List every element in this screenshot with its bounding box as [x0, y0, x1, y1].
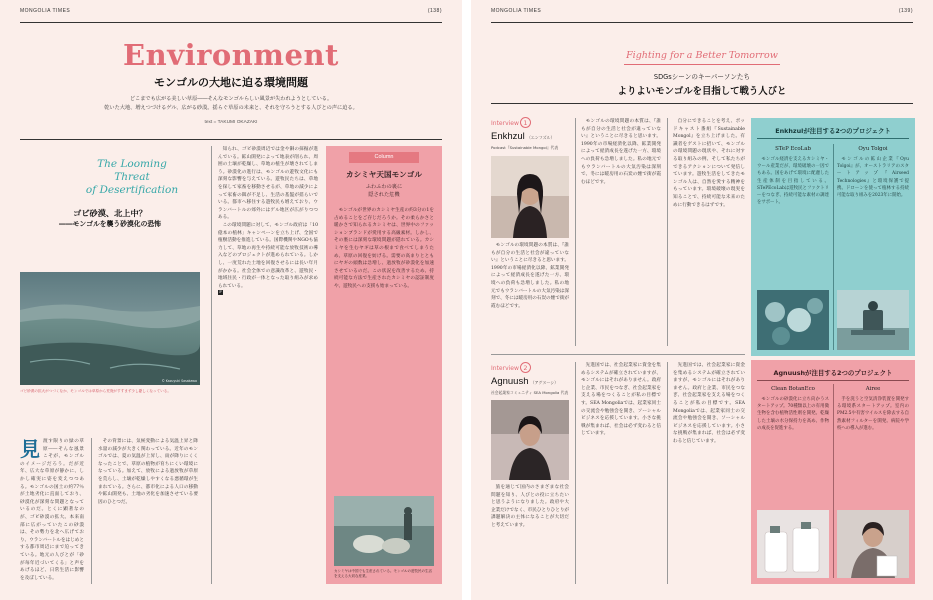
- section-rule: [491, 103, 913, 104]
- photo-caption: ゴビ砂漠の拡大がつづくなか、モンゴルでは草原から荒廃がすすまず少し憂しくなっている。: [20, 389, 171, 393]
- body-text: この環境問題に対して、モンゴル政府は「10億本の植林」キャンペーンを立ち上げ、全国で植樹活動を推進している。国際機関やNGOも協力して、草地の再生や持続可能な放牧技術の導入などのプロジェクトが進められている。しかし、一度荒れた土地を回復させるには長い年月がかかる。社会全体での意識改革と、遊牧民・地域住民・行政が一体となった取り組みが求められている。: [218, 222, 318, 289]
- article-lead: [40, 95, 422, 112]
- dropcap: 見: [20, 438, 40, 461]
- box-title-rule: [757, 138, 909, 139]
- founder-photo: [837, 510, 909, 578]
- running-head-title: MONGOLIA TIMES: [491, 8, 542, 14]
- project-description: [837, 396, 909, 500]
- projects-box-title: Enkhzulが注目する2つのプロジェクト: [775, 127, 891, 135]
- body-text: 先進国では、社会起業家に資金を集めるシステムが確立されていますが、モンゴルにはそれがありません。政府と企業、市民をつなぎ、社会起業家を支える場をつくることが私の目標です。SEA Mongoliaでは、起業家同士の交流会や勉強会を開き、ソーシャルビジネスを応援しています。小さな挑戦が集まれば、社会は必ず変わると信じています。: [673, 363, 745, 444]
- photo-credit: © Kazuyuki Sasakawa: [161, 379, 197, 383]
- name-kana: （アグヌーシ）: [530, 380, 559, 385]
- left-page: [0, 0, 462, 600]
- project-name: Clean BotanEco: [771, 386, 815, 392]
- body-column-2: [98, 438, 198, 584]
- interviewee-role: 社会起業家コミュニティ SEA Mongolia 代表: [491, 390, 569, 395]
- body-text: 旅を通じて国内のさまざまな社会問題を知り、人びとの役に立ちたいと思うようになりました。政府や大企業だけでなく、市民ひとりひとりが課題解決の主体になることが大切だと考えています。: [491, 485, 569, 528]
- column-sidebar: [326, 146, 442, 584]
- interview-2-body-2: [581, 362, 661, 584]
- interview-number: 1: [520, 117, 531, 128]
- name-text: Agnuush: [491, 376, 529, 387]
- interview-label-text: Interview: [491, 365, 519, 372]
- project-oyu-tolgoi: [837, 146, 909, 254]
- body-text: モンゴル経済を支えるカシミヤ・ウール産業だが、環境破壊の一因でもある。国をあげて環境に配慮した生産体制を目指している。STePEcoLabは遊牧民とファクトリーをつなぎ、持続可能な素材の調達をサポート。: [757, 157, 829, 206]
- interview-label-text: Interview: [491, 120, 519, 127]
- interview-1-body-1: [491, 242, 569, 346]
- body-text: モンゴルが世界のカシミヤ生産の約3分の1を占めることをご存じだろうか。その柔らかさと暖かさで知られるカシミヤは、世界中のファッションブランドが愛用する高級素材。しかし、その裏には深刻な環境問題が隠れている。カシミヤを生むヤギは草の根まで食べてしまうため、草原の回復を妨げる。需要の高まりとともにヤギの頭数は急増し、過放牧が砂漠化を加速させているのだ。この状況を改善するため、持続可能な方法で生産されたカシミヤの認証制度や、遊牧民への支援も始まっている。: [334, 208, 434, 289]
- running-head: [0, 8, 462, 18]
- wool-photo: [757, 290, 829, 350]
- end-mark: F: [219, 290, 222, 295]
- body-text: モンゴルの環境問題の本質は、『誰もが自分の生活と社会が違っていない』ということに尽きると思います。1990年の市場経済化以降、鉱業開発によって経済成長を遂げた一方、環境への負荷も急増しました。私の地元でもウランバートルの大気汚染は深刻で、冬には暖房用の石炭の煙で街が霞むほどです。: [491, 243, 569, 309]
- body-text: 知られ、ゴビ砂漠周辺では金や銅の採掘が進んでいる。鉱山開発によって地表が削られ、周囲の土壌が乾燥し、草地の植生が壊されてしまう。砂漠化の進行は、モンゴルの遊牧文化にも深刻な影響を与えている。遊牧民たちは、草地を探して家畜を移動させるが、草地の減少によって家畜の餌が不足し、生活の基盤が揺らいでいる。都市へ移住する遊牧民も増えており、ウランバートルの郊外にはゲル地区が広がりつつある。: [218, 147, 318, 221]
- project-name: Oyu Tolgoi: [858, 146, 888, 152]
- page-number: (139): [898, 8, 913, 14]
- interview-number: 2: [520, 362, 531, 373]
- projects-box-title: Agnuushが注目する2つのプロジェクト: [773, 369, 893, 377]
- section-heading: [20, 208, 200, 230]
- column-divider: [91, 438, 92, 584]
- project-description: [837, 156, 909, 254]
- enkhzul-projects-box: [751, 118, 915, 356]
- column-divider: [211, 146, 212, 584]
- name-text: Enkhzul: [491, 131, 525, 142]
- section-rule: [20, 139, 442, 140]
- article-kicker: SDGsシーンのキーパーソンたち: [653, 73, 751, 81]
- top-rule: [20, 22, 442, 23]
- project-step-ecolab: [757, 146, 829, 254]
- body-text: 渡す限りの緑の草原――そんな風景こそが、モンゴルのイメージだろう。だが近年、広大な草原が静かに、しかし確実に姿を変えつつある。モンゴルの国土の約77％が土地劣化に直面しており、砂漠化が深刻な問題となっているのだ。とくに顕著なのが、ゴビ砂漠の拡大。本来南部に広がっていたこの砂漠は、その勢力を北へ広げており、ウランバートルをはじめとする都市周辺にまで迫ってきている。地元の人びとが「砂が毎年近づいてくる」と声をあげるほど、日常生活に影響を及ぼしている。: [20, 439, 84, 581]
- column-tag: Column: [349, 152, 419, 163]
- section-title-line: The Looming: [97, 158, 167, 170]
- section-title-line: of Desertification: [85, 184, 179, 196]
- body-text: 先進国では、社会起業家に資金を集めるシステムが確立されていますが、モンゴルにはそれがありません。政府と企業、市民をつなぎ、社会起業家を支える場をつくることが私の目標です。SEA Mongoliaでは、起業家同士の交流会や勉強会を開き、ソーシャルビジネスを応援しています。小さな挑戦が集まれば、社会は必ず変わると信じています。: [581, 363, 661, 437]
- body-text: モンゴルの環境問題の本質は、『誰もが自分の生活と社会が違っていない』ということに尽きると思います。1990年の市場経済化以降、鉱業開発によって経済成長を遂げた一方、環境への負荷も急増しました。私の地元でもウランバートルの大気汚染は深刻で、冬には暖房用の石炭の煙で街が霞むほどです。: [581, 119, 661, 185]
- interview-2-body-3: [673, 362, 745, 584]
- body-column-3: [218, 146, 318, 584]
- section-title-line: Threat: [114, 171, 150, 183]
- body-text: 手を洗うと空気清浄装置を開発する環境系スタートアップ。室内のPM2.5や有害ウイルスを除去する自然素材フィルターを開発。病院や学校への導入が進む。: [837, 397, 909, 431]
- body-text: モンゴルの鉱山企業『Oyu Tolgoi』が、オーストラリアのスタートアップ『Airseed Technologies』と環境保護で提携。ドローンを使って植林する持続可能な取り組みを2023年に開始。: [837, 157, 909, 199]
- top-rule: [491, 22, 913, 23]
- column-photo-caption: カシミヤは中国でも生産されている。モンゴルの遊牧民の生活を支える大切な産業。: [334, 569, 432, 578]
- box-title-rule: [757, 380, 909, 381]
- column-body: [334, 207, 434, 479]
- project-name: STeP EcoLab: [775, 146, 811, 152]
- interviewee-role: Podcast『Sustainable Mongol』代表: [491, 145, 559, 150]
- column-divider: [575, 118, 576, 346]
- page-number: (138): [427, 8, 442, 14]
- interview-2-body-1: [491, 484, 569, 584]
- body-text: その背景には、気候変動による気温上昇と降水量の減少が大きく関わっている。近年のモンゴルでは、夏の気温が上昇し、雨が降りにくくなったことで、草原の植物が育ちにくい環境になっている。加えて、放牧による過放牧が草原を荒らし、土壌が乾燥しやすくなる悪循環が生まれている。さらに、都市化による人口の移動や鉱山開発も、土地の劣化を加速させている要因のひとつだ。: [98, 439, 198, 505]
- interview-1-body-2: [581, 118, 661, 346]
- title-underline: [624, 64, 780, 65]
- article-subtitle: よりよいモンゴルを目指して戦う人びと: [617, 86, 787, 97]
- right-page: [471, 0, 933, 600]
- agnuush-projects-box: [751, 360, 915, 584]
- column-subtitle: [326, 183, 442, 199]
- running-head-title: MONGOLIA TIMES: [20, 8, 71, 14]
- project-airee: [837, 386, 909, 500]
- interview-1-body-3: [673, 118, 745, 346]
- section-title: [82, 158, 182, 197]
- body-text: 自分にできることを考え、ポッドキャスト番組『Sustainable Mongol』を立ち上げました。有識者をゲストに招いて、モンゴルの環境問題の現状や、それに対する取り組みの例、そして私たちができるアクションについて発信しています。遊牧生活をしてきたモンゴル人は、自然を愛する精神をもっています。環境破壊の現実を知ることで、持続可能な未来のために行動できるはずです。: [673, 119, 745, 208]
- desert-landscape-photo: [20, 272, 200, 385]
- name-kana: （エンフズル）: [526, 135, 555, 140]
- heading-line: ゴビ砂漠、北上中？: [73, 208, 147, 218]
- body-text: モンゴルの砂漠化に立ち向かうスタートアップ。70種類以上の有用微生物を含む植物活性剤を開発。乾燥した土壌の水分保持力を高め、作物の成長を促進する。: [757, 397, 829, 431]
- project-name: Airee: [865, 386, 881, 392]
- article-title: Fighting for a Better Tomorrow: [626, 50, 778, 61]
- column-divider: [833, 144, 834, 350]
- project-description: [757, 396, 829, 500]
- column-divider: [833, 384, 834, 578]
- article-subtitle: モンゴルの大地に迫る環境問題: [154, 76, 308, 89]
- byline: text = TAKUMI OKAZAKI: [204, 120, 258, 125]
- column-subtitle-line: 隠された危機: [368, 192, 400, 198]
- project-clean-botaneco: [757, 386, 829, 500]
- drone-photo: [837, 290, 909, 350]
- gutter: [462, 0, 471, 600]
- interviewee-name: [491, 376, 558, 387]
- column-divider: [667, 362, 668, 584]
- column-divider: [667, 118, 668, 346]
- running-head: [471, 8, 933, 18]
- interview-1-label: [491, 117, 531, 128]
- article-title: Environment: [123, 38, 339, 72]
- column-title: カシミヤ天国モンゴル: [346, 170, 422, 179]
- agnuush-portrait: [491, 400, 569, 480]
- column-divider: [575, 362, 576, 584]
- enkhzul-portrait: [491, 156, 569, 238]
- lead-line: 乾いた大地、増えつづけるゲル、広がる砂漠。揺らぐ草原の未来と、それを守ろうとする人びとの声に迫る。: [104, 104, 358, 111]
- column-subtitle-line: ふわふわの裏に: [365, 184, 403, 190]
- project-description: [757, 156, 829, 254]
- herder-photo: [334, 496, 434, 566]
- interview-2-label: [491, 362, 531, 373]
- interviewee-name: [491, 131, 555, 142]
- lead-line: どこまでも広がる美しい草原――そんなモンゴルらしい風景が失われようとしている。: [129, 96, 333, 102]
- body-column-1: [20, 438, 84, 584]
- heading-line: ――モンゴルを襲う砂漠化の恐怖: [59, 220, 161, 228]
- bottles-photo: [757, 510, 829, 578]
- interview-divider: [491, 354, 745, 355]
